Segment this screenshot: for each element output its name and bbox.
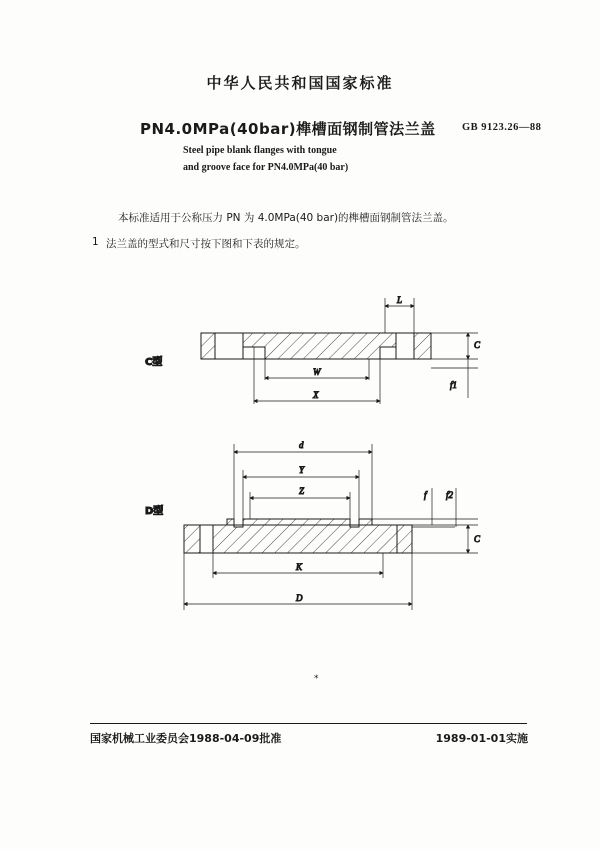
- type-d-view: [145, 440, 481, 610]
- section-text: 法兰盖的型式和尺寸按下图和下表的规定。: [106, 238, 306, 250]
- dim-d-d: d: [299, 440, 304, 450]
- d-left-bolt-section: [184, 525, 200, 553]
- standard-code: GB 9123.26—88: [462, 122, 542, 133]
- dim-d-f2: f2: [446, 490, 454, 500]
- dim-d-z: Z: [299, 486, 305, 496]
- c-left-bolt-section: [201, 333, 215, 359]
- dim-d-y: Y: [299, 465, 305, 475]
- d-main-body: [213, 519, 397, 553]
- effective-date: 1989-01-01实施: [435, 732, 528, 745]
- dim-c-f1: f1: [450, 380, 458, 390]
- type-d-label: D型: [145, 506, 164, 517]
- standard-title: PN4.0MPa(40bar)榫槽面钢制管法兰盖: [140, 120, 436, 138]
- approval-date: 国家机械工业委员会1988-04-09批准: [90, 732, 282, 745]
- section-number: 1: [92, 236, 99, 248]
- dim-d-k: K: [296, 562, 303, 572]
- english-title-line-2: and groove face for PN4.0MPa(40 bar): [183, 162, 349, 173]
- c-right-bolt-section: [414, 333, 431, 359]
- dim-c-x: X: [313, 390, 319, 400]
- scope-paragraph: 本标准适用于公称压力 PN 为 4.0MPa(40 bar)的榫槽面钢制管法兰盖。: [118, 212, 454, 224]
- dim-c-l: L: [397, 295, 403, 305]
- dim-d-d-outer: D: [296, 593, 303, 603]
- stray-mark: *: [314, 674, 319, 684]
- type-c-label: C型: [145, 357, 163, 368]
- flange-drawing: [0, 280, 600, 620]
- dim-c-w: W: [313, 367, 321, 377]
- dim-c-c: C: [474, 340, 481, 350]
- dim-d-c: C: [474, 534, 481, 544]
- dim-d-f: f: [424, 490, 427, 500]
- c-main-body: [243, 333, 396, 359]
- footer-rule: [90, 723, 527, 724]
- d-right-bolt-section: [397, 525, 412, 553]
- standard-category: 中华人民共和国国家标准: [206, 74, 394, 92]
- english-title-line-1: Steel pipe blank flanges with tongue: [183, 145, 337, 156]
- type-c-view: [145, 295, 481, 404]
